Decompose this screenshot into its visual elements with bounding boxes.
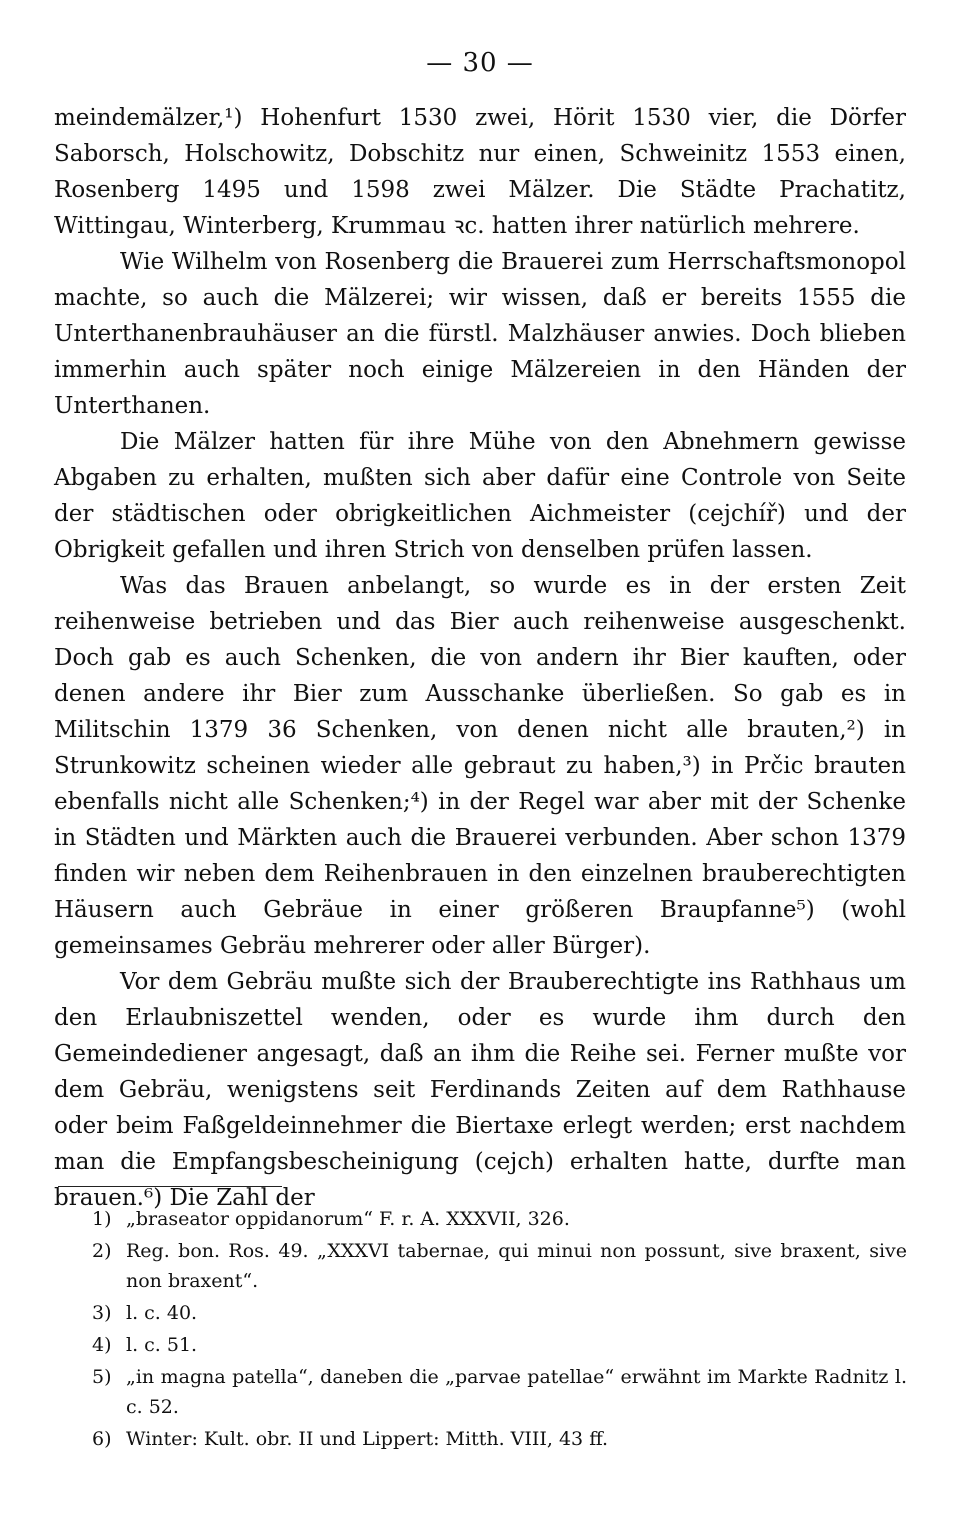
paragraph-1: meindemälzer,¹) Hohenfurt 1530 zwei, Hörit 1530 vier, die Dörfer Saborsch, Holschowitz, Dobschitz nur einen, Schweinitz 1553 einen, Rosenberg 1495 und 1598 zwei Mälzer. Die Städte Prachatitz, Wittingau, Winterberg, Krummau ꝛc. hatten ihrer natürlich mehrere. (54, 105, 906, 239)
footnote-number: 6) (92, 1428, 112, 1450)
footnote-number: 4) (92, 1334, 112, 1356)
footnote-text: „in magna patella“, daneben die „parvae patellae“ erwähnt im Markte Radnitz l. c. 52. (126, 1366, 907, 1418)
paragraph-2: Wie Wilhelm von Rosenberg die Brauerei zum Herrschaftsmonopol machte, so auch die Mälzerei; wir wissen, daß er bereits 1555 die Unterthanenbrauhäuser an die fürstl. Malzhäuser anwies. Doch blieben immerhin auch später noch einige Mälzereien in den Händen der Unterthanen. (54, 249, 906, 419)
footnotes (92, 1204, 907, 1456)
footnote-2 (92, 1236, 907, 1296)
page-number: — 30 — (426, 48, 534, 78)
footnote-text: Winter: Kult. obr. II und Lippert: Mitth. VIII, 43 ff. (126, 1428, 609, 1450)
footnote-text: „braseator oppidanorum“ F. r. A. XXXVII, 326. (126, 1208, 570, 1230)
footnote-number: 1) (92, 1208, 112, 1230)
footnote-number: 3) (92, 1302, 112, 1324)
footnote-3 (92, 1298, 907, 1328)
footnote-1 (92, 1204, 907, 1234)
footnote-text: l. c. 40. (126, 1302, 198, 1324)
footnote-number: 5) (92, 1366, 112, 1388)
footnote-number: 2) (92, 1240, 112, 1262)
paragraph-3: Die Mälzer hatten für ihre Mühe von den Abnehmern gewisse Abgaben zu erhalten, mußten sich aber dafür eine Controle von Seite der städtischen oder obrigkeitlichen Aichmeister (cejchíř) und der Obrigkeit gefallen und ihren Strich von denselben prüfen lassen. (54, 429, 906, 563)
footnote-6 (92, 1424, 907, 1454)
footnote-text: l. c. 51. (126, 1334, 198, 1356)
body-text (54, 100, 906, 1216)
footnote-5 (92, 1362, 907, 1422)
footnote-4 (92, 1330, 907, 1360)
footnote-text: Reg. bon. Ros. 49. „XXXVI tabernae, qui minui non possunt, sive braxent, sive non braxent“. (126, 1240, 907, 1292)
paragraph-5: Vor dem Gebräu mußte sich der Brauberechtigte ins Rathhaus um den Erlaubniszettel wenden, oder es wurde ihm durch den Gemeindediener angesagt, daß an ihm die Reihe sei. Ferner mußte vor dem Gebräu, wenigstens seit Ferdinands Zeiten auf dem Rathhause oder beim Faßgeldeinnehmer die Biertaxe erlegt werden; erst nachdem man die Empfangsbescheinigung (cejch) erhalten hatte, durfte man brauen.⁶) Die Zahl der (54, 969, 906, 1211)
paragraph-4: Was das Brauen anbelangt, so wurde es in der ersten Zeit reihenweise betrieben und das Bier auch reihenweise ausgeschenkt. Doch gab es auch Schenken, die von andern ihr Bier kauften, oder denen andere ihr Bier zum Ausschanke überließen. So gab es in Militschin 1379 36 Schenken, von denen nicht alle brauten,²) in Strunkowitz scheinen wieder alle gebraut zu haben,³) in Prčic brauten ebenfalls nicht alle Schenken;⁴) in der Regel war aber mit der Schenke in Städten und Märkten auch die Brauerei verbunden. Aber schon 1379 finden wir neben dem Reihenbrauen in den einzelnen brauberechtigten Häusern auch Gebräue in einer größeren Braupfanne⁵) (wohl gemeinsames Gebräu mehrerer oder aller Bürger). (54, 573, 906, 959)
footnote-divider (58, 1186, 282, 1187)
